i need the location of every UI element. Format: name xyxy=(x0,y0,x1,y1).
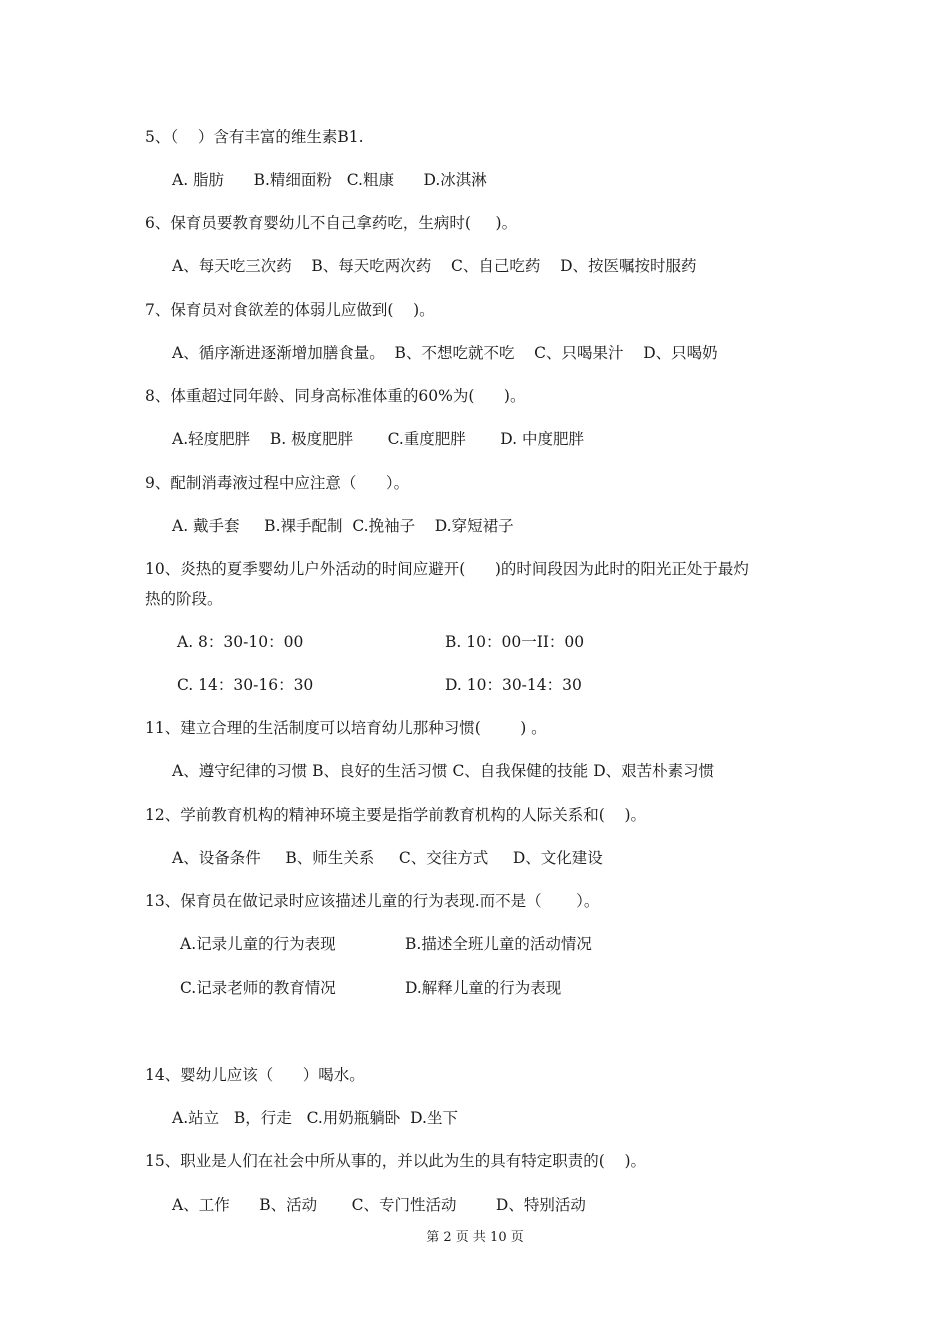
question-13-stem: 13、保育员在做记录时应该描述儿童的行为表现.而不是（ ）。 xyxy=(145,892,600,910)
question-8-stem: 8、体重超过同年龄、同身高标准体重的60%为( )。 xyxy=(145,387,526,405)
question-8-options: A.轻度肥胖 B. 极度肥胖 C.重度肥胖 D. 中度肥胖 xyxy=(172,430,585,448)
question-10-option-c: C. 14：30-16：30 xyxy=(177,676,314,694)
question-12-options: A、设备条件 B、师生关系 C、交往方式 D、文化建设 xyxy=(172,849,603,867)
question-10-option-b: B. 10：00一II：00 xyxy=(445,633,585,651)
question-15-stem: 15、职业是人们在社会中所从事的，并以此为生的具有特定职责的( )。 xyxy=(145,1152,647,1170)
question-9-options: A. 戴手套 B.裸手配制 C.挽袖子 D.穿短裙子 xyxy=(172,517,514,535)
question-14-stem: 14、婴幼儿应该（ ）喝水。 xyxy=(145,1066,365,1084)
question-10-stem: 10、炎热的夏季婴幼儿户外活动的时间应避开( )的时间段因为此时的阳光正处于最灼 xyxy=(145,560,749,578)
question-6-stem: 6、保育员要教育婴幼儿不自己拿药吃，生病时( )。 xyxy=(145,214,518,232)
page-footer: 第 2 页 共 10 页 xyxy=(426,1230,524,1245)
question-15-options: A、工作 B、活动 C、专门性活动 D、特别活动 xyxy=(172,1196,586,1214)
question-13-option-c: C.记录老师的教育情况 xyxy=(180,979,336,997)
question-13-option-d: D.解释儿童的行为表现 xyxy=(405,979,562,997)
question-10-option-a: A. 8：30-10：00 xyxy=(177,633,304,651)
question-13-option-a: A.记录儿童的行为表现 xyxy=(180,935,336,953)
question-6-options: A、每天吃三次药 B、每天吃两次药 C、自己吃药 D、按医嘱按时服药 xyxy=(172,257,697,275)
question-11-stem: 11、建立合理的生活制度可以培育幼儿那种习惯( ) 。 xyxy=(145,719,547,737)
question-5-options: A. 脂肪 B.精细面粉 C.粗康 D.冰淇淋 xyxy=(172,171,487,189)
question-13-option-b: B.描述全班儿童的活动情况 xyxy=(405,935,592,953)
question-11-options: A、遵守纪律的习惯 B、良好的生活习惯 C、自我保健的技能 D、艰苦朴素习惯 xyxy=(172,762,715,780)
question-5-stem: 5、（ ）含有丰富的维生素B1. xyxy=(145,128,364,146)
question-10-option-d: D. 10：30-14：30 xyxy=(445,676,582,694)
question-14-options: A.站立 B，行走 C.用奶瓶躺卧 D.坐下 xyxy=(172,1109,458,1127)
question-10-stem-cont: 热的阶段。 xyxy=(145,590,223,608)
question-7-options: A、循序渐进逐渐增加膳食量。 B、不想吃就不吃 C、只喝果汁 D、只喝奶 xyxy=(172,344,718,362)
question-7-stem: 7、保育员对食欲差的体弱儿应做到( )。 xyxy=(145,301,435,319)
question-9-stem: 9、配制消毒液过程中应注意（ ）。 xyxy=(145,474,410,492)
question-12-stem: 12、学前教育机构的精神环境主要是指学前教育机构的人际关系和( )。 xyxy=(145,806,647,824)
